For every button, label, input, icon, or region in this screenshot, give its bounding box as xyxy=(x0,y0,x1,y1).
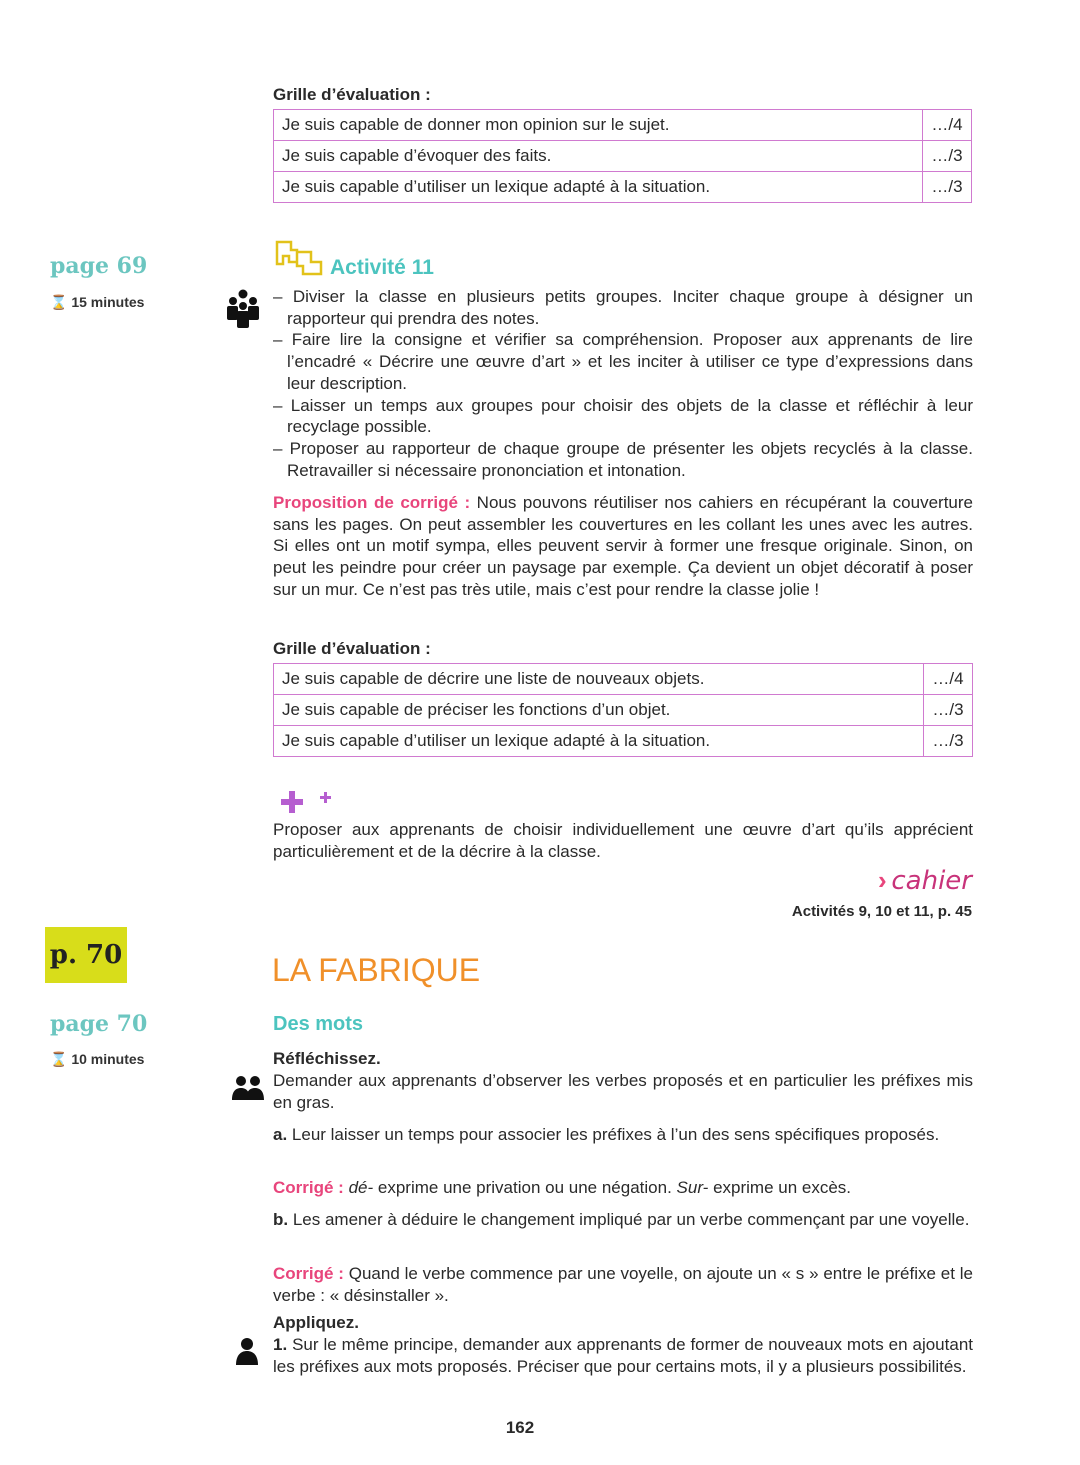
duration-text: 10 minutes xyxy=(71,1051,145,1067)
proposal-label: Proposition de corrigé : xyxy=(273,493,471,512)
criterion: Je suis capable d’évoquer des faits. xyxy=(274,141,923,172)
apply-title: Appliquez. xyxy=(273,1313,359,1332)
duration xyxy=(50,1049,144,1071)
item-label: 1. xyxy=(273,1335,288,1354)
puzzle-hands-icon xyxy=(273,236,325,278)
corrige-text: Quand le verbe commence par une voyelle, on ajoute un « s » entre le préfixe et le verbe : « désinstaller ». xyxy=(273,1264,973,1305)
hourglass-icon: ⌛ xyxy=(50,294,68,310)
item-label: a. xyxy=(273,1125,288,1144)
instructions-list xyxy=(273,286,973,481)
item-a xyxy=(273,1124,973,1146)
table-row xyxy=(274,695,973,726)
list-item: – Diviser la classe en plusieurs petits groupes. Inciter chaque groupe à désigner un rapporteur qui prendra des notes. xyxy=(273,287,973,328)
list-item: – Proposer au rapporteur de chaque groupe de présenter les objets recyclés à la classe. Retravailler si nécessaire prononciation et intonation. xyxy=(273,438,973,480)
page-ref: page 70 xyxy=(50,1011,148,1037)
grid1-table xyxy=(273,109,972,203)
score: …/3 xyxy=(923,141,972,172)
corrige-label: Corrigé : xyxy=(273,1264,344,1283)
item-text: Leur laisser un temps pour associer les préfixes à l’un des sens spécifiques proposés. xyxy=(287,1125,940,1144)
table-row xyxy=(274,172,972,203)
corrige-2 xyxy=(273,1263,973,1306)
page-badge: p. 70 xyxy=(45,927,127,983)
grid2-title: Grille d’évaluation : xyxy=(273,639,431,658)
reflect-text: Demander aux apprenants d’observer les verbes proposés et en particulier les préfixes mis en gras. xyxy=(273,1071,973,1112)
group-icon xyxy=(226,289,260,329)
duration xyxy=(50,292,144,314)
criterion: Je suis capable de donner mon opinion sur le sujet. xyxy=(274,110,923,141)
proposal-text: Nous pouvons réutiliser nos cahiers en récupérant la couverture sans les pages. On peut assembler les couvertures en les collant les unes avec les autres. Si elles ont un motif sympa, elles peuvent servir à former une fresque originale. Sinon, on peut les peindre pour créer un paysage par exemple. Ça devient un objet décoratif à poser sur un mur. Ce n’est pas très utile, mais c’est pour rendre la classe jolie ! xyxy=(273,493,973,599)
cahier-label: cahier xyxy=(891,866,972,896)
pair-icon xyxy=(231,1075,265,1101)
cahier-ref xyxy=(877,865,972,896)
criterion: Je suis capable d’utiliser un lexique adapté à la situation. xyxy=(274,726,924,757)
score: …/4 xyxy=(924,664,973,695)
table-row xyxy=(274,141,972,172)
table-row xyxy=(274,726,973,757)
cahier-activities: Activités 9, 10 et 11, p. 45 xyxy=(791,903,972,920)
page-ref: page 69 xyxy=(50,253,148,279)
item-text: Sur le même principe, demander aux apprenants de former de nouveaux mots en ajoutant les préfixes aux mots proposés. Préciser que pour certains mots, il y a plusieurs possibilités. xyxy=(273,1335,973,1376)
score: …/3 xyxy=(924,695,973,726)
text: exprime une privation ou une négation. xyxy=(373,1178,677,1197)
corrige-1 xyxy=(273,1177,973,1199)
chevron-right-icon: › xyxy=(877,865,887,895)
page-number: 162 xyxy=(505,1418,535,1437)
text: exprime un excès. xyxy=(708,1178,852,1197)
score: …/4 xyxy=(923,110,972,141)
list-item: – Laisser un temps aux groupes pour choisir des objets de la classe et réfléchir à leur recyclage possible. xyxy=(273,395,973,437)
proposal xyxy=(273,492,973,601)
item-b xyxy=(273,1209,973,1231)
item-label: b. xyxy=(273,1210,289,1229)
subheading: Des mots xyxy=(273,1013,364,1035)
apply-text xyxy=(273,1334,973,1377)
score: …/3 xyxy=(924,726,973,757)
corrige-label: Corrigé : xyxy=(273,1178,344,1197)
table-row xyxy=(274,110,972,141)
hourglass-icon: ⌛ xyxy=(50,1051,68,1067)
reflect-title: Réfléchissez. xyxy=(273,1049,381,1068)
prefix: Sur- xyxy=(676,1178,709,1197)
criterion: Je suis capable d’utiliser un lexique adapté à la situation. xyxy=(274,172,923,203)
activity-title: Activité 11 xyxy=(330,256,434,279)
person-icon xyxy=(235,1337,259,1365)
item-text: Les amener à déduire le changement impliqué par un verbe commençant par une voyelle. xyxy=(288,1210,970,1229)
grid2-table xyxy=(273,663,973,757)
plus-icon xyxy=(279,789,335,815)
prefix: dé- xyxy=(348,1178,374,1197)
list-item: – Faire lire la consigne et vérifier sa compréhension. Proposer aux apprenants de lire l’encadré « Décrire une œuvre d’art » et les inciter à utiliser ce type d’expressions dans leur description. xyxy=(273,330,973,393)
table-row xyxy=(274,664,973,695)
grid1-title: Grille d’évaluation : xyxy=(273,85,431,104)
duration-text: 15 minutes xyxy=(71,294,145,310)
section-heading: LA FABRIQUE xyxy=(272,952,481,988)
criterion: Je suis capable de préciser les fonctions d’un objet. xyxy=(274,695,924,726)
score: …/3 xyxy=(923,172,972,203)
plus-text: Proposer aux apprenants de choisir individuellement une œuvre d’art qu’ils apprécient particulièrement et de la décrire à la classe. xyxy=(273,820,973,861)
criterion: Je suis capable de décrire une liste de nouveaux objets. xyxy=(274,664,924,695)
